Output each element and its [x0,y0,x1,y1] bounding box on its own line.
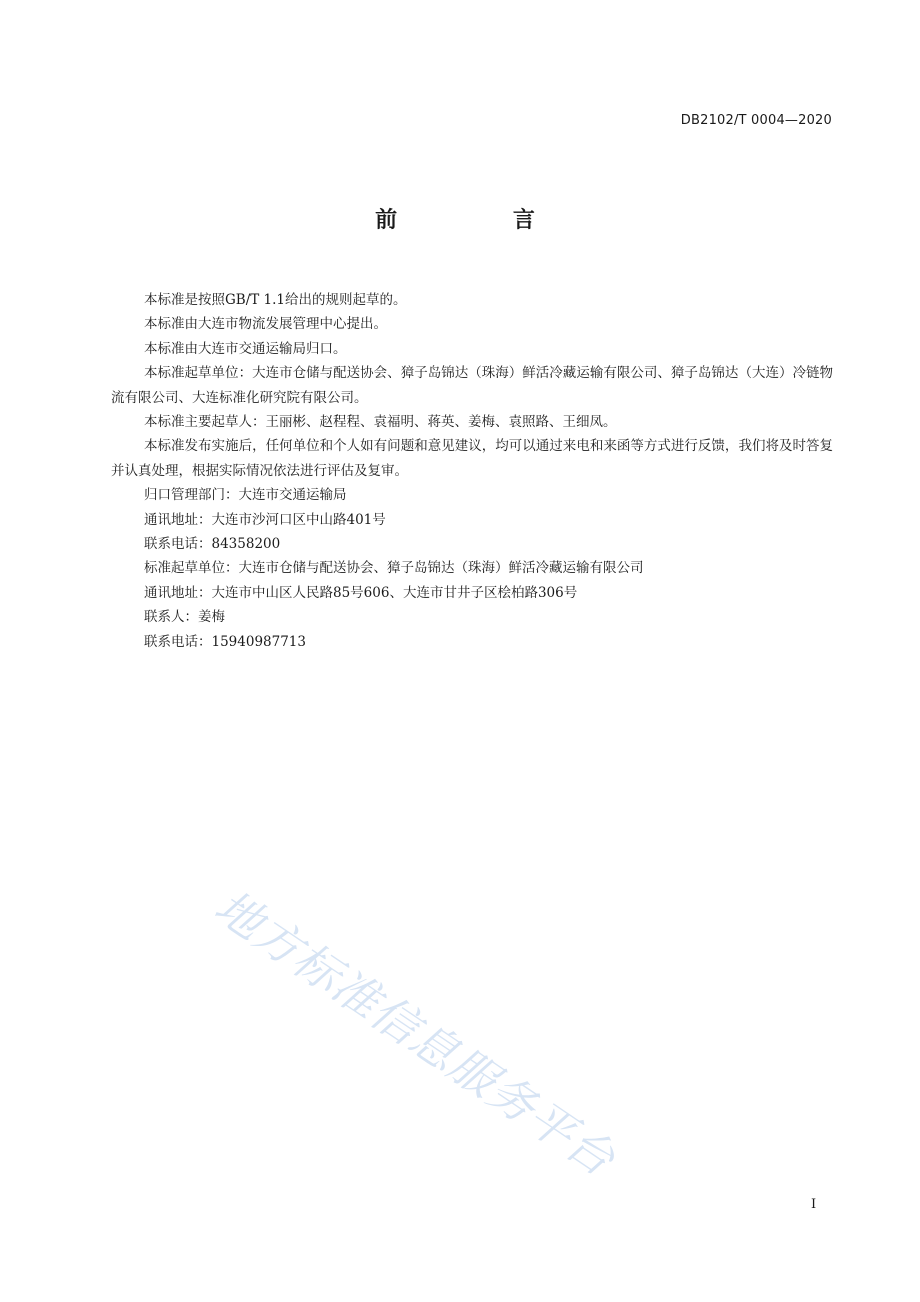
paragraph-administrator: 本标准由大连市交通运输局归口。 [144,340,347,357]
foreword-body [111,288,833,654]
paragraph-contact-person: 联系人：姜梅 [144,609,225,626]
document-code: DB2102/T 0004—2020 [680,113,832,128]
page-number: I [811,1197,817,1212]
paragraph-drafting-units: 本标准起草单位：大连市仓储与配送协会、獐子岛锦达（珠海）鲜活冷藏运输有限公司、獐子岛锦达（大连）冷链物流有限公司、大连标准化研究院有限公司。 [111,365,833,406]
paragraph-drafters: 本标准主要起草人：王丽彬、赵程程、袁福明、蒋英、姜梅、袁照路、王细凤。 [144,414,617,431]
paragraph-admin-address: 通讯地址：大连市沙河口区中山路401号 [144,511,386,528]
paragraph-proposer: 本标准由大连市物流发展管理中心提出。 [144,316,387,333]
watermark: 地方标准信息服务平台 [205,879,626,1187]
paragraph-drafting-address: 通讯地址：大连市中山区人民路85号606、大连市甘井子区桧柏路306号 [144,584,578,601]
paragraph-feedback: 本标准发布实施后，任何单位和个人如有问题和意见建议，均可以通过来电和来函等方式进行反馈，我们将及时答复并认真处理，根据实际情况依法进行评估及复审。 [111,438,833,479]
paragraph-admin-phone: 联系电话：84358200 [144,536,281,553]
paragraph-admin-department: 归口管理部门：大连市交通运输局 [144,487,347,504]
page-title: 前 言 [375,208,589,233]
paragraph-drafting-unit-contact: 标准起草单位：大连市仓储与配送协会、獐子岛锦达（珠海）鲜活冷藏运输有限公司 [144,560,644,577]
paragraph-contact-phone: 联系电话：15940987713 [144,633,306,650]
paragraph-drafting-rules: 本标准是按照GB/T 1.1给出的规则起草的。 [144,292,407,308]
